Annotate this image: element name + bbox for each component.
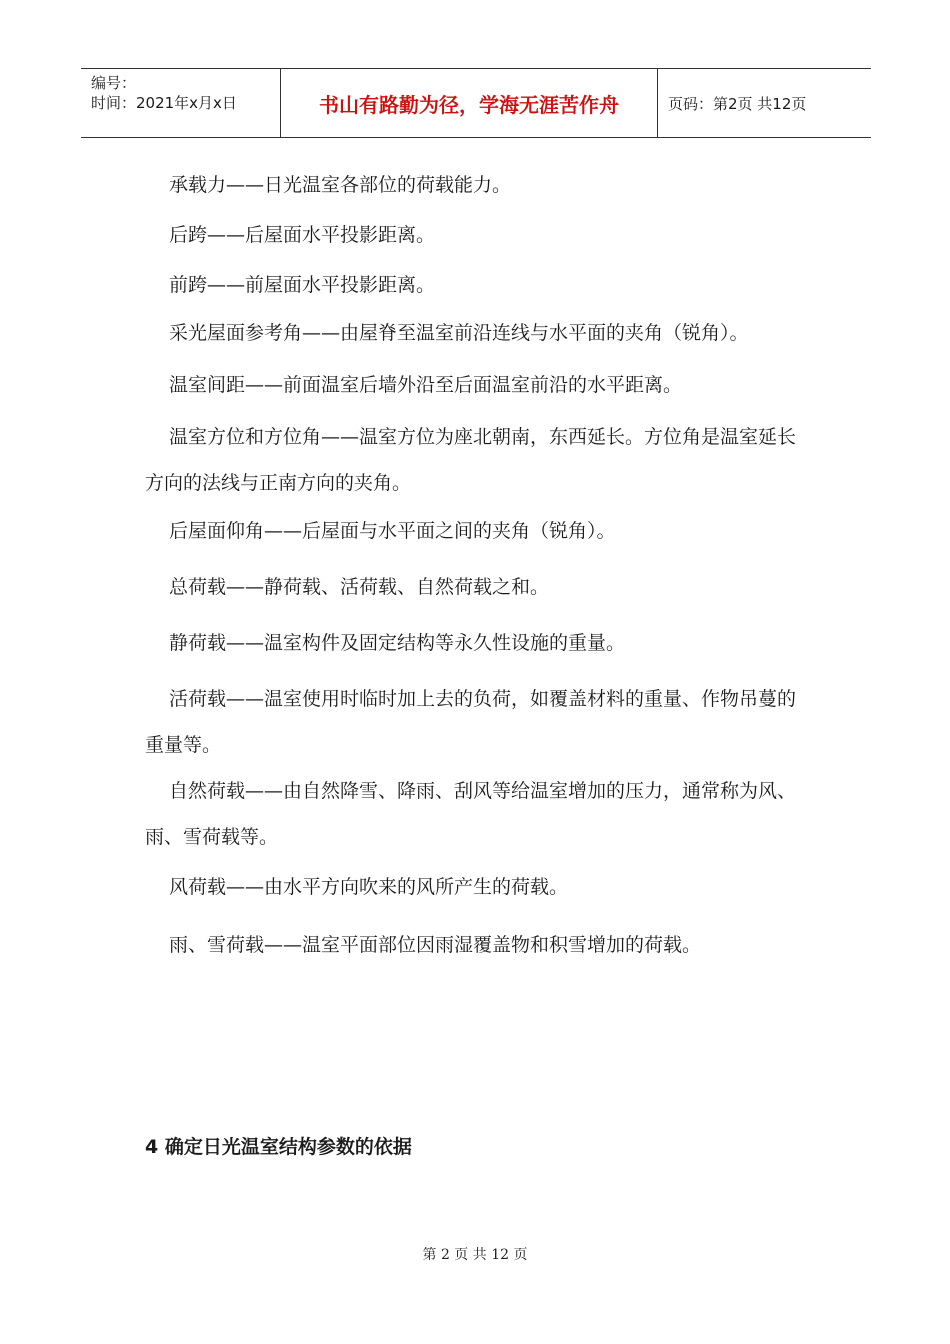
paragraph-lighting-roof-angle: 采光屋面参考角——由屋脊至温室前沿连线与水平面的夹角（锐角）。 xyxy=(169,322,749,344)
paragraph-natural-load: 自然荷载——由自然降雪、降雨、刮风等给温室增加的压力，通常称为风、雨、雪荷载等。 xyxy=(145,780,797,848)
header-meta xyxy=(81,69,281,137)
paragraph-rear-roof-elevation: 后屋面仰角——后屋面与水平面之间的夹角（锐角）。 xyxy=(169,520,616,542)
section-heading: 4 确定日光温室结构参数的依据 xyxy=(145,1136,412,1158)
header-motto: 书山有路勤为径，学海无涯苦作舟 xyxy=(281,69,658,137)
document-body xyxy=(145,160,805,970)
paragraph-wind-load: 风荷载——由水平方向吹来的风所产生的荷载。 xyxy=(169,876,569,898)
paragraph-orientation: 温室方位和方位角——温室方位为座北朝南，东西延长。方位角是温室延长方向的法线与正南方向的夹角。 xyxy=(145,426,797,494)
paragraph-rain-snow-load: 雨、雪荷载——温室平面部位因雨湿覆盖物和积雪增加的荷载。 xyxy=(169,934,702,956)
page-footer: 第 2 页 共 12 页 xyxy=(422,1247,528,1263)
serial-label: 编号： xyxy=(91,74,137,92)
paragraph-live-load: 活荷载——温室使用时临时加上去的负荷，如覆盖材料的重量、作物吊蔓的重量等。 xyxy=(145,688,797,756)
paragraph-total-load: 总荷载——静荷载、活荷载、自然荷载之和。 xyxy=(169,576,550,598)
paragraph-front-span: 前跨——前屋面水平投影距离。 xyxy=(169,274,436,296)
paragraph-rear-span: 后跨——后屋面水平投影距离。 xyxy=(169,224,436,246)
page-header xyxy=(81,68,871,138)
date-line: 时间：2021年x月x日 xyxy=(91,94,237,112)
paragraph-bearing-capacity: 承载力——日光温室各部位的荷载能力。 xyxy=(169,174,512,196)
header-page-info: 页码：第2页 共12页 xyxy=(668,94,807,113)
paragraph-greenhouse-spacing: 温室间距——前面温室后墙外沿至后面温室前沿的水平距离。 xyxy=(169,374,683,396)
paragraph-dead-load: 静荷载——温室构件及固定结构等永久性设施的重量。 xyxy=(169,632,626,654)
